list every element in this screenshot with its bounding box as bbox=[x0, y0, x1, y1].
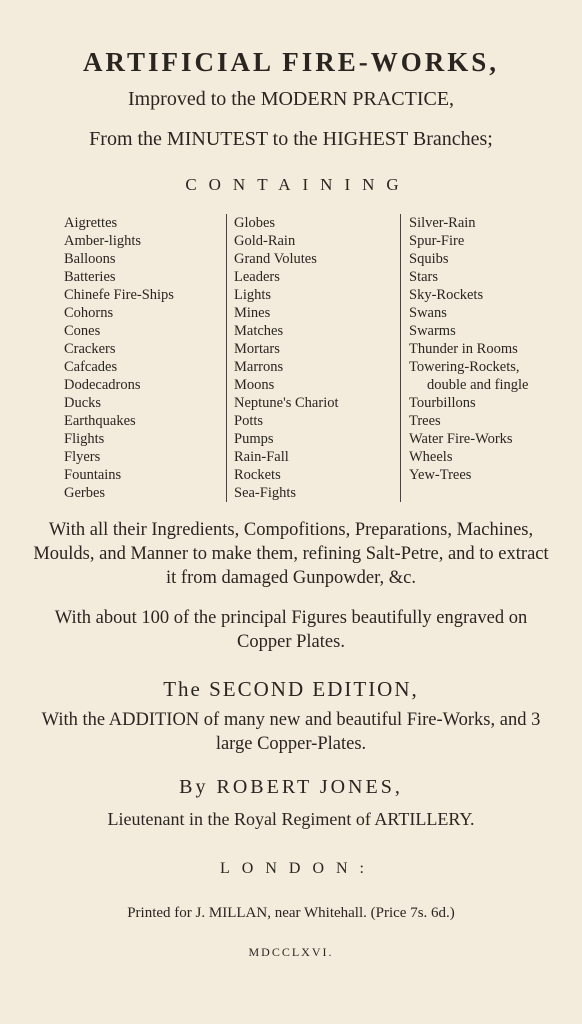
imprint-printer: Printed for J. MILLAN, near Whitehall. (Price 7s. 6d.) bbox=[127, 905, 455, 921]
contents-item: Amber-lights bbox=[64, 233, 142, 249]
contents-item: Potts bbox=[234, 413, 264, 429]
contents-item: Wheels bbox=[409, 449, 453, 465]
imprint-city: LONDON: bbox=[220, 860, 376, 877]
contents-item: Matches bbox=[234, 323, 284, 339]
contents-item: Pumps bbox=[234, 431, 274, 447]
contents-item: Gerbes bbox=[64, 485, 106, 501]
contents-item: Globes bbox=[234, 215, 276, 231]
contents-item: Rockets bbox=[234, 467, 281, 483]
contents-item: Mortars bbox=[234, 341, 280, 357]
contents-item: Water Fire-Works bbox=[409, 431, 513, 447]
author-line: By ROBERT JONES, bbox=[179, 776, 403, 798]
contents-item: Earthquakes bbox=[64, 413, 136, 429]
contents-item: Squibs bbox=[409, 251, 449, 267]
contents-item: Mines bbox=[234, 305, 271, 321]
contents-item: Tourbillons bbox=[409, 395, 476, 411]
contents-item: Thunder in Rooms bbox=[409, 341, 518, 357]
contents-item: Trees bbox=[409, 413, 441, 429]
edition-note: With the ADDITION of many new and beautiful Fire-Works, and 3 large Copper-Plates. bbox=[41, 710, 541, 754]
contents-item: Yew-Trees bbox=[409, 467, 472, 483]
subtitle-line-2: From the MINUTEST to the HIGHEST Branches; bbox=[89, 128, 493, 150]
contents-item: double and fingle bbox=[427, 377, 529, 393]
contents-item: Cones bbox=[64, 323, 101, 339]
contents-item: Flyers bbox=[64, 449, 101, 465]
contents-item: Chinefe Fire-Ships bbox=[64, 287, 174, 303]
contents-item: Stars bbox=[409, 269, 438, 285]
contents-column-3 bbox=[401, 214, 565, 502]
contents-column-1 bbox=[58, 214, 226, 502]
edition-heading: The SECOND EDITION, bbox=[163, 677, 419, 701]
contents-item: Leaders bbox=[234, 269, 280, 285]
contents-item: Gold-Rain bbox=[234, 233, 296, 249]
contents-item: Marrons bbox=[234, 359, 284, 375]
contents-item: Flights bbox=[64, 431, 105, 447]
contents-item: Batteries bbox=[64, 269, 116, 285]
contents-item: Sea-Fights bbox=[234, 485, 297, 501]
contents-item: Lights bbox=[234, 287, 272, 303]
contents-item: Grand Volutes bbox=[234, 251, 317, 267]
contents-item: Moons bbox=[234, 377, 275, 393]
contents-item: Rain-Fall bbox=[234, 449, 289, 465]
contents-item: Aigrettes bbox=[64, 215, 118, 231]
contents-item: Sky-Rockets bbox=[409, 287, 484, 303]
figures-paragraph: With about 100 of the principal Figures beautifully engraved on Copper Plates. bbox=[54, 608, 528, 652]
contents-item: Neptune's Chariot bbox=[234, 395, 339, 411]
contents-item: Crackers bbox=[64, 341, 116, 357]
author-title: Lieutenant in the Royal Regiment of ARTILLERY. bbox=[107, 809, 475, 829]
imprint-date: MDCCLXVI. bbox=[248, 945, 334, 959]
contents-item: Silver-Rain bbox=[409, 215, 476, 231]
contents-item: Swans bbox=[409, 305, 447, 321]
ingredients-paragraph: With all their Ingredients, Compofitions, Preparations, Machines, Moulds, and Manner to make them, refining Salt-Petre, and to extract it from damaged Gunpowder, &c. bbox=[33, 520, 549, 588]
contents-list bbox=[58, 214, 582, 502]
containing-heading: CONTAINING bbox=[185, 175, 411, 194]
contents-item: Fountains bbox=[64, 467, 122, 483]
contents-item: Cohorns bbox=[64, 305, 114, 321]
contents-item: Dodecadrons bbox=[64, 377, 141, 393]
contents-item: Swarms bbox=[409, 323, 456, 339]
main-title: ARTIFICIAL FIRE-WORKS, bbox=[82, 47, 500, 77]
contents-column-2 bbox=[226, 214, 401, 502]
contents-item: Cafcades bbox=[64, 359, 118, 375]
contents-item: Towering-Rockets, bbox=[409, 359, 520, 375]
contents-item: Balloons bbox=[64, 251, 116, 267]
contents-item: Ducks bbox=[64, 395, 102, 411]
subtitle-line-1: Improved to the MODERN PRACTICE, bbox=[127, 88, 455, 110]
contents-item: Spur-Fire bbox=[409, 233, 465, 249]
